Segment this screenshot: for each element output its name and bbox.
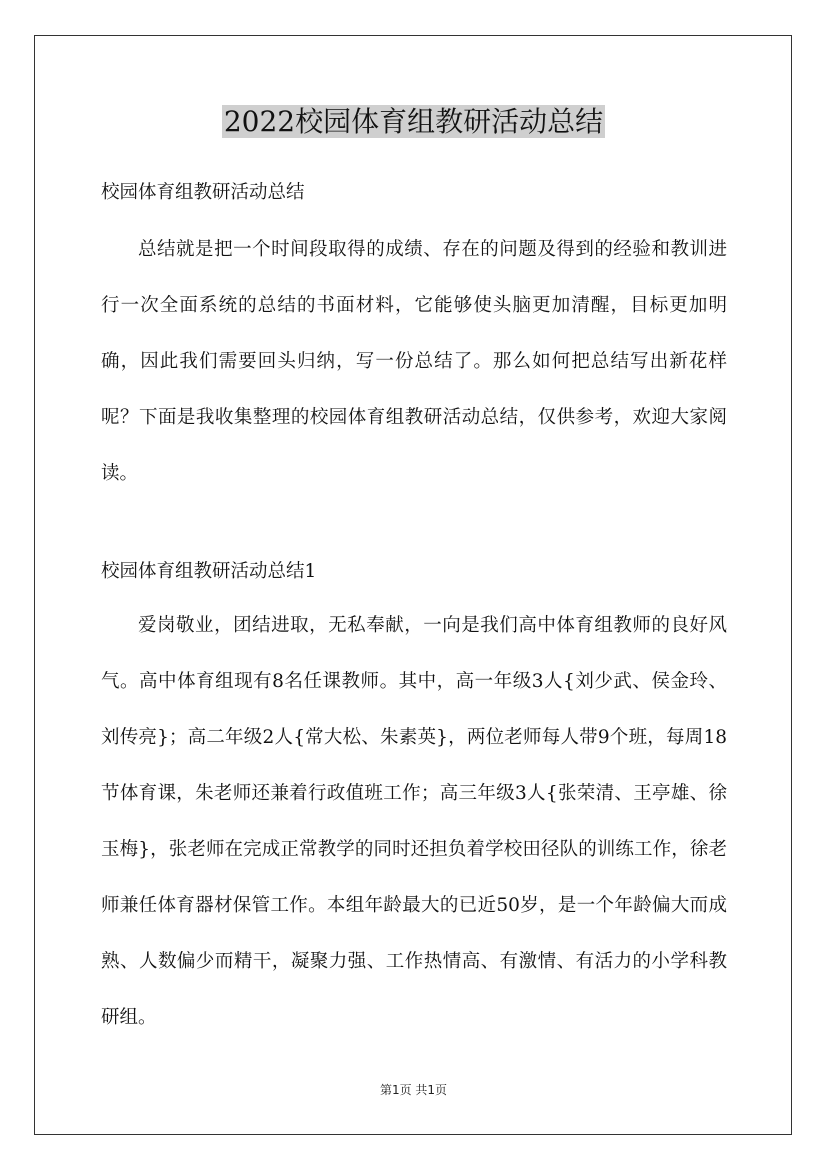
section-1-heading: 校园体育组教研活动总结1 bbox=[101, 561, 317, 582]
section-1-body: 爱岗敬业，团结进取，无私奉献，一向是我们高中体育组教师的良好风气。高中体育组现有8名任课教师。其中，高一年级3人{刘少武、侯金玲、刘传亮}；高二年级2人{常大松、朱素英}，两位老师每人带9个班，每周18节体育课，朱老师还兼着行政值班工作；高三年级3人{张荣清、王亭雄、徐玉梅}，张老师在完成正常教学的同时还担负着学校田径队的训练工作，徐老师兼任体育器材保管工作。本组年龄最大的已近50岁，是一个年龄偏大而成熟、人数偏少而精干，凝聚力强、工作热情高、有激情、有活力的小学科教研组。 bbox=[101, 615, 727, 1028]
intro-paragraph: 总结就是把一个时间段取得的成绩、存在的问题及得到的经验和教训进行一次全面系统的总结的书面材料，它能够使头脑更加清醒，目标更加明确，因此我们需要回头归纳，写一份总结了。那么如何把总结写出新花样呢？下面是我收集整理的校园体育组教研活动总结，仅供参考，欢迎大家阅读。 bbox=[101, 239, 727, 484]
document-title-text: 2022校园体育组教研活动总结 bbox=[223, 105, 604, 138]
document-subtitle: 校园体育组教研活动总结 bbox=[101, 182, 305, 203]
document-title bbox=[0, 100, 827, 144]
page-footer: 第1页 共1页 bbox=[379, 1083, 448, 1097]
